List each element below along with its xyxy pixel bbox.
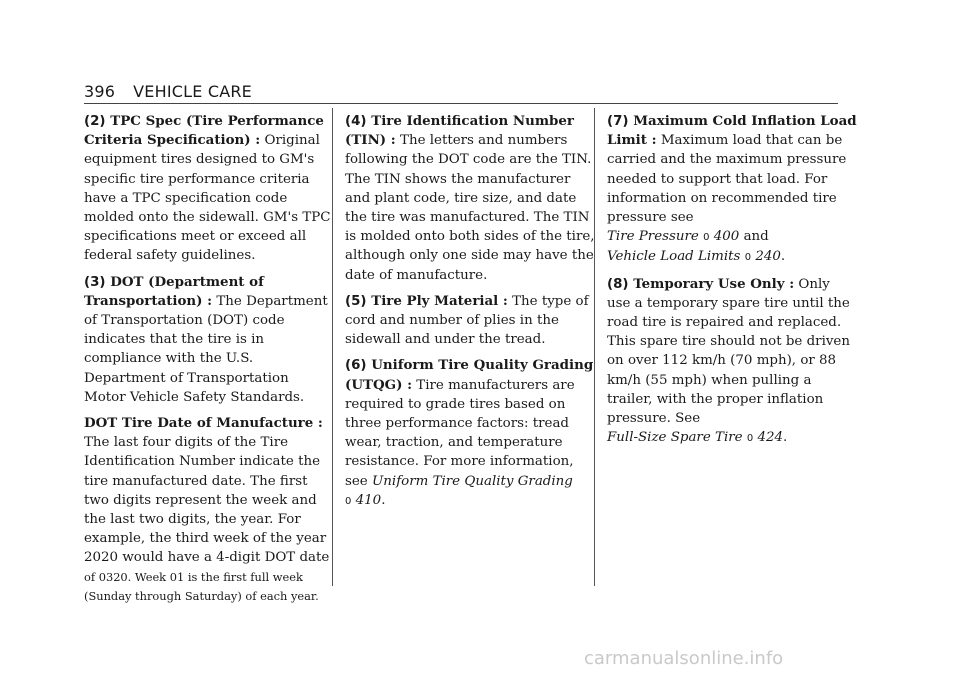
item-title: DOT Tire Date of Manufacture :: [84, 415, 323, 432]
xref-link[interactable]: Uniform Tire Quality Grading: [372, 473, 573, 489]
punctuation: .: [780, 249, 786, 265]
item-number: (3): [84, 274, 106, 290]
page-ref-icon: 0: [744, 252, 752, 264]
column-2: [345, 112, 595, 518]
item-body: Only use a temporary spare tire until the road tire is repaired and replaced. This spare tire should not be driven on over 112 km/h (70 mph), or 88 km/h (55 mph) when pulling a trailer, with the proper inflation pressure. See: [607, 276, 850, 427]
paragraph-temporary-use: [607, 275, 857, 449]
item-title: Tire Ply Material :: [371, 292, 508, 309]
paragraph-max-load: [607, 112, 857, 268]
item-title: TPC Spec (Tire Performance Criteria Specification) :: [84, 113, 324, 149]
header-rule: [84, 103, 838, 104]
item-body: Maximum load that can be carried and the maximum pressure needed to support that load. For information on recommended tire pressure see: [607, 133, 847, 226]
page-ref-number[interactable]: 424: [757, 430, 784, 446]
column-3: [607, 112, 857, 455]
xref-link[interactable]: Full-Size Spare Tire: [607, 430, 743, 446]
paragraph-utqg: [345, 356, 595, 511]
item-number: (8): [607, 276, 629, 292]
column-1: [84, 112, 334, 613]
item-number: (2): [84, 114, 106, 129]
paragraph-dot: [84, 273, 334, 407]
punctuation: .: [381, 492, 386, 508]
item-title: Maximum Cold Inflation Load Limit :: [607, 113, 857, 149]
xref-link[interactable]: Tire Pressure: [607, 229, 699, 245]
page-number: 396: [84, 82, 116, 101]
xref-link[interactable]: Vehicle Load Limits: [607, 249, 741, 265]
paragraph-tin: [345, 112, 595, 285]
watermark-text: carmanualsonline.info: [584, 648, 784, 669]
section-title: VEHICLE CARE: [133, 82, 252, 101]
page-ref-number[interactable]: 400: [713, 229, 740, 245]
punctuation: .: [783, 430, 788, 446]
item-title: DOT (Department of Transportation) :: [84, 273, 264, 309]
page-ref-number[interactable]: 240: [755, 249, 781, 265]
item-body: The Department of Transportation (DOT) code indicates that the tire is in compliance with the U.S. Department of Transportation Motor Vehicle Safety Standards.: [84, 293, 328, 405]
item-heading: [607, 276, 794, 292]
paragraph-ply-material: [345, 292, 595, 350]
item-body: The last four digits of the Tire Identification Number indicate the tire manufactured date. The first two digits represent the week and the last two digits, the year. For example, the third week of the year 2020 would have a 4-digit DOT date: [84, 435, 330, 566]
paragraph-tpc-spec: [84, 112, 334, 266]
page-ref-number[interactable]: 410: [355, 492, 382, 508]
page-ref-icon: 0: [345, 495, 352, 507]
item-heading: [345, 293, 508, 309]
page-ref-icon: 0: [703, 232, 710, 244]
item-body: The type of cord and number of plies in the sidewall and under the tread.: [345, 293, 589, 348]
item-body: Original equipment tires designed to GM's specific tire performance criteria have a TPC specification code molded onto the sidewall. GM's TPC specifications meet or exceed all federal safety guidelines.: [84, 133, 331, 264]
item-body-small: of 0320. Week 01 is the first full week (Sunday through Saturday) of each year.: [84, 569, 319, 603]
item-number: (4): [345, 114, 367, 129]
page-header: [84, 82, 252, 101]
item-number: (6): [345, 358, 367, 374]
item-number: (5): [345, 293, 367, 309]
paragraph-dot-date: [84, 414, 334, 606]
item-body: Tire manufacturers are required to grade tires based on three performance factors: tread wear, traction, and temperature resistance. For more information, see: [345, 377, 575, 489]
item-title: Uniform Tire Quality Grading (UTQG) :: [345, 357, 594, 393]
item-body: The letters and numbers following the DOT code are the TIN. The TIN shows the manufacturer and plant code, tire size, and date the tire was manufactured. The TIN is molded onto both sides of the tire, although only one side may have the date of manufacture.: [345, 133, 595, 283]
page-ref-icon: 0: [746, 433, 754, 445]
item-title: Tire Identification Number (TIN) :: [345, 113, 574, 149]
item-number: (7): [607, 114, 629, 129]
conjunction: and: [743, 229, 769, 245]
item-title: Temporary Use Only :: [633, 275, 795, 292]
